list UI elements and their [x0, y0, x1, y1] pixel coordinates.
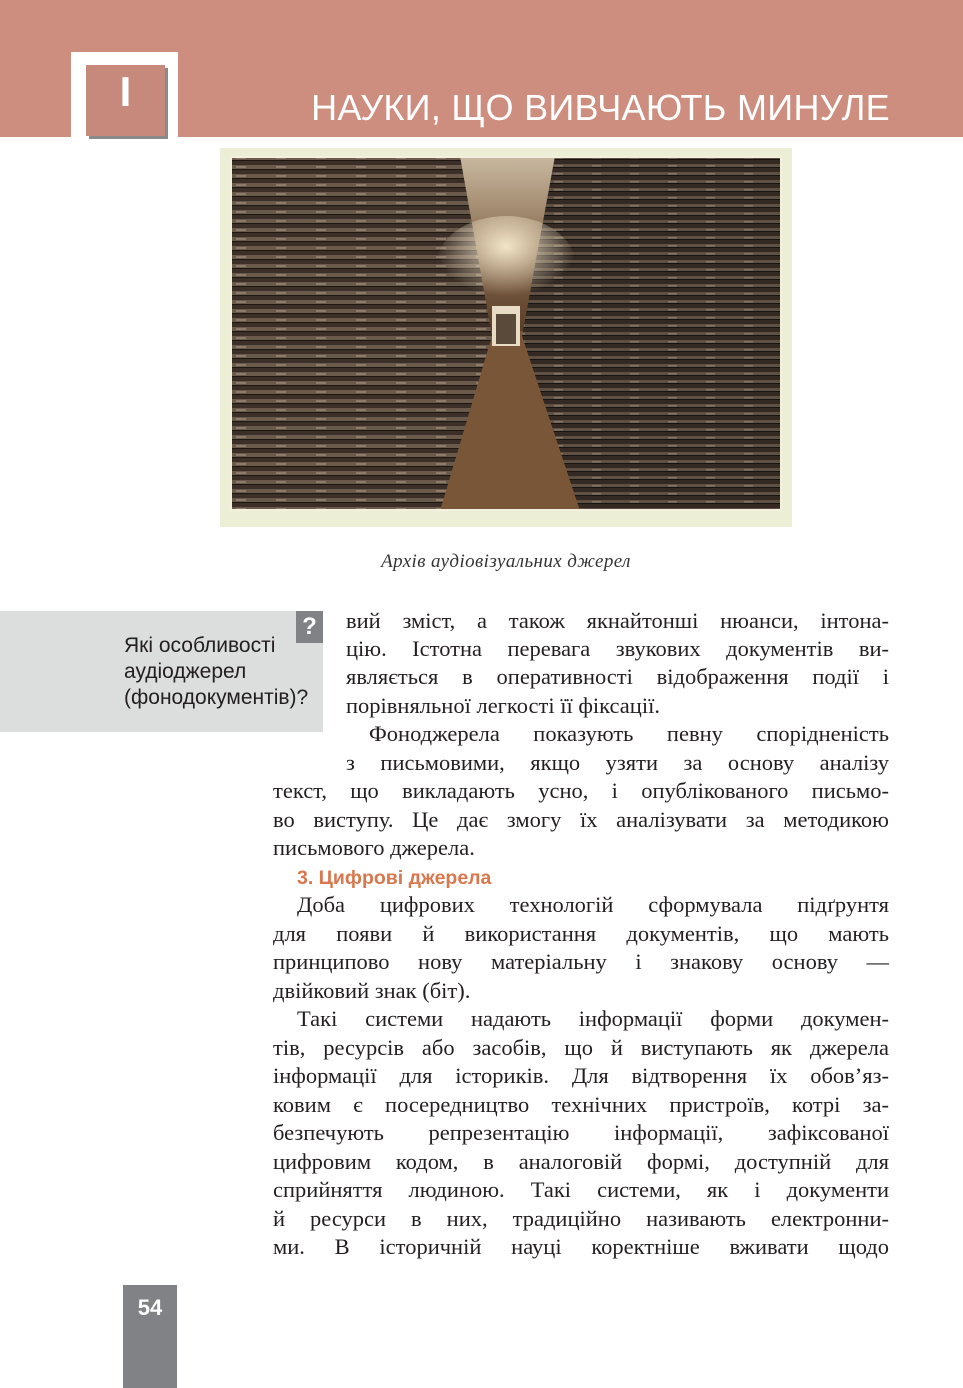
- body-text-line: Фоноджерела показують певну спорідненість: [369, 721, 889, 746]
- body-text-line: сприйняття людиною. Такі системи, як і документи: [273, 1177, 889, 1202]
- chapter-number: I: [119, 68, 132, 115]
- body-text-line: являється в оперативності відображення події і: [346, 664, 889, 689]
- section-heading: 3. Цифрові джерела: [297, 867, 492, 889]
- page-number-tab: [123, 1285, 177, 1388]
- body-text-line: двійковий знак (біт).: [273, 978, 471, 1003]
- body-text-line: тів, ресурсів або засобів, що й виступають як джерела: [273, 1035, 889, 1060]
- body-text-line: безпечують репрезентацію інформації, зафіксованої: [273, 1120, 889, 1145]
- body-text-line: й ресурси в них, традиційно називають електронни-: [273, 1206, 889, 1231]
- body-text-line: письмового джерела.: [273, 835, 475, 860]
- body-text-line: порівняльної легкості її фіксації.: [346, 693, 660, 718]
- body-text-line: во виступу. Це дає змогу їх аналізувати за методикою: [273, 807, 889, 832]
- chapter-title: НАУКИ, ЩО ВИВЧАЮТЬ МИНУЛЕ: [311, 87, 890, 128]
- page-number: 54: [137, 1295, 163, 1320]
- body-text-line: цифровим кодом, в аналоговій формі, доступній для: [273, 1149, 889, 1174]
- chapter-number-box: [86, 65, 165, 136]
- archive-photo-frame: [220, 148, 792, 527]
- sidebar-question: Які особливості аудіоджерел (фонодокументів)?: [124, 634, 309, 709]
- body-text-line: вий зміст, а також якнайтонші нюанси, інтона-: [346, 608, 889, 633]
- body-text-line: ковим є посередництво технічних пристроїв, котрі за-: [273, 1092, 889, 1117]
- question-mark-icon: ?: [296, 611, 323, 643]
- body-text-line: принципово нову матеріальну і знакову основу —: [273, 949, 889, 974]
- body-text-line: інформації для істориків. Для відтворення їх обов’яз-: [273, 1063, 889, 1088]
- body-text-line: Доба цифрових технологій сформувала підґрунтя: [297, 892, 889, 917]
- body-text-line: текст, що викладають усно, і опублікованого письмо-: [273, 778, 889, 803]
- body-text-line: Такі системи надають інформації форми докумен-: [297, 1006, 889, 1031]
- body-text-line: з письмовими, якщо узяти за основу аналізу: [346, 750, 889, 775]
- archive-photo: [230, 156, 782, 511]
- photo-caption: Архів аудіовізуальних джерел: [381, 551, 631, 572]
- body-text-line: цію. Істотна перевага звукових документів ви-: [346, 636, 889, 661]
- body-text-line: ми. В історичній науці коректніше вживати щодо: [273, 1234, 889, 1259]
- body-text-line: для появи й використання документів, що мають: [273, 921, 889, 946]
